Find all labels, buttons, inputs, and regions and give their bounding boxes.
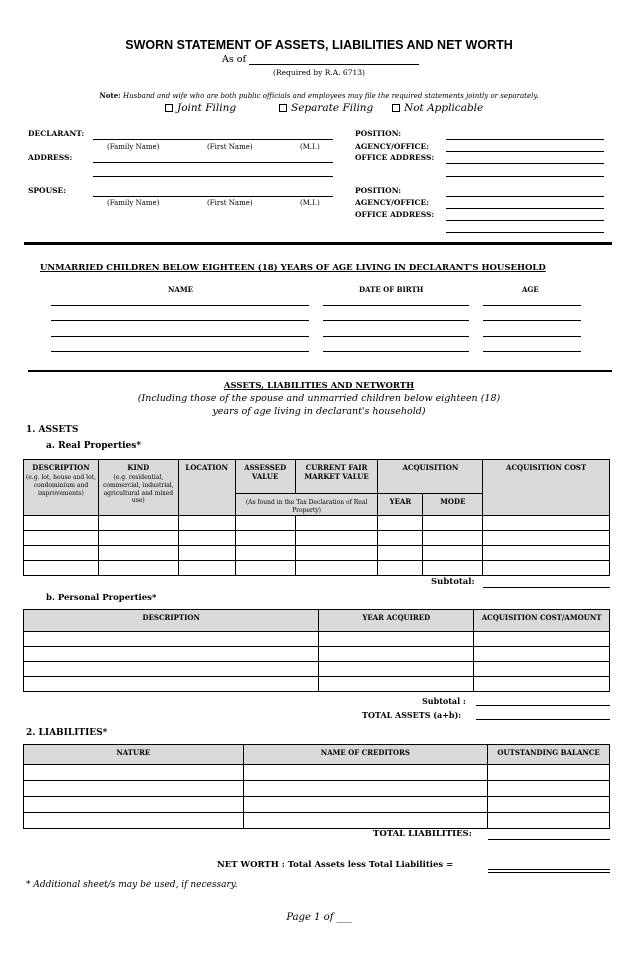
table-cell[interactable] — [295, 515, 378, 530]
table-cell[interactable] — [474, 662, 610, 677]
checkbox-icon[interactable] — [165, 104, 173, 112]
table-cell[interactable] — [243, 797, 488, 813]
table-cell[interactable] — [319, 677, 474, 692]
address-field[interactable] — [93, 162, 333, 163]
checkbox-icon[interactable] — [392, 104, 400, 112]
spouse-agency-label: AGENCY/OFFICE: — [355, 198, 430, 207]
children-heading: UNMARRIED CHILDREN BELOW EIGHTEEN (18) YEARS OF AGE LIVING IN DECLARANT'S HOUSEHOLD — [40, 263, 546, 273]
table-row — [24, 662, 610, 677]
table-cell[interactable] — [319, 632, 474, 647]
table-cell[interactable] — [24, 813, 244, 829]
personal-subtotal-label: Subtotal : — [422, 696, 466, 706]
table-row — [24, 515, 610, 530]
table-cell[interactable] — [295, 560, 378, 575]
child-name-field[interactable] — [51, 305, 309, 306]
table-cell[interactable] — [474, 677, 610, 692]
outstanding-balance-header: OUTSTANDING BALANCE — [488, 745, 610, 765]
spouse-agency-field[interactable] — [446, 208, 604, 209]
real-properties-table — [23, 459, 610, 576]
spouse-office-address-field[interactable] — [446, 220, 604, 221]
declarant-name-field[interactable] — [93, 139, 333, 140]
child-dob-field[interactable] — [323, 336, 469, 337]
spouse-name-field[interactable] — [93, 196, 333, 197]
table-row — [24, 797, 610, 813]
family-name-caption: (Family Name) — [107, 199, 160, 207]
child-dob-field[interactable] — [323, 320, 469, 321]
child-dob-header: DATE OF BIRTH — [359, 285, 424, 294]
checkbox-icon[interactable] — [279, 104, 287, 112]
aln-heading: ASSETS, LIABILITIES AND NETWORTH — [223, 381, 415, 391]
declarant-label: DECLARANT: — [28, 129, 85, 138]
page-number: Page 1 of ___ — [286, 912, 352, 923]
aln-subheading-2: years of age living in declarant's household) — [212, 406, 426, 417]
table-cell[interactable] — [474, 647, 610, 662]
joint-filing-option[interactable]: Joint Filing — [165, 102, 236, 114]
not-applicable-option[interactable]: Not Applicable — [392, 102, 483, 114]
table-cell[interactable] — [423, 530, 483, 545]
location-header: LOCATION — [178, 460, 235, 516]
total-liabilities-field[interactable] — [488, 839, 610, 840]
child-age-header: AGE — [522, 285, 539, 294]
fair-market-value-header: CURRENT FAIR MARKET VALUE — [295, 460, 378, 494]
table-row — [24, 545, 610, 560]
table-cell[interactable] — [423, 560, 483, 575]
table-cell[interactable] — [24, 545, 99, 560]
table-cell[interactable] — [488, 797, 610, 813]
table-cell[interactable] — [235, 530, 295, 545]
required-by-note: (Required by R.A. 6713) — [273, 68, 365, 77]
form-title: SWORN STATEMENT OF ASSETS, LIABILITIES AND NET WORTH — [125, 38, 513, 52]
table-cell[interactable] — [98, 530, 178, 545]
year-acquired-header: YEAR ACQUIRED — [319, 610, 474, 632]
description-header: DESCRIPTION (e.g. lot, house and lot, condominium and improvements) — [24, 460, 99, 516]
table-cell[interactable] — [24, 515, 99, 530]
section-divider — [24, 242, 612, 245]
additional-sheets-note: * Additional sheet/s may be used, if necessary. — [26, 880, 238, 890]
personal-subtotal-field[interactable] — [476, 705, 610, 706]
table-row — [24, 813, 610, 829]
table-cell[interactable] — [243, 765, 488, 781]
as-of-label: As of — [222, 54, 246, 65]
table-cell[interactable] — [24, 662, 319, 677]
personal-properties-table — [23, 609, 610, 692]
child-dob-field[interactable] — [323, 305, 469, 306]
table-cell[interactable] — [98, 560, 178, 575]
real-properties-label: a. Real Properties* — [46, 441, 142, 451]
table-row — [24, 632, 610, 647]
first-name-caption: (First Name) — [207, 199, 253, 207]
table-cell[interactable] — [24, 781, 244, 797]
agency-field[interactable] — [446, 151, 604, 152]
child-age-field[interactable] — [483, 305, 581, 306]
real-subtotal-field[interactable] — [483, 587, 610, 588]
office-address-field[interactable] — [446, 163, 604, 164]
mode-header: MODE — [423, 494, 483, 516]
table-cell[interactable] — [319, 662, 474, 677]
assets-heading: 1. ASSETS — [26, 425, 79, 435]
child-age-field[interactable] — [483, 351, 581, 352]
filing-note: Note: Husband and wife who are both public officials and employees may file the required statements jointly or separately. — [99, 91, 539, 100]
table-cell[interactable] — [295, 545, 378, 560]
personal-properties-label: b. Personal Properties* — [46, 593, 157, 603]
agency-label: AGENCY/OFFICE: — [355, 142, 430, 151]
table-cell[interactable] — [483, 545, 610, 560]
table-row — [24, 677, 610, 692]
child-name-field[interactable] — [51, 320, 309, 321]
table-cell[interactable] — [24, 560, 99, 575]
child-name-field[interactable] — [51, 336, 309, 337]
address-field-line-2[interactable] — [93, 176, 333, 177]
office-address-label: OFFICE ADDRESS: — [355, 153, 435, 162]
position-label: POSITION: — [355, 129, 402, 138]
table-cell[interactable] — [24, 530, 99, 545]
table-cell[interactable] — [178, 530, 235, 545]
acquisition-cost-header: ACQUISITION COST — [483, 460, 610, 516]
table-cell[interactable] — [378, 545, 423, 560]
table-cell[interactable] — [98, 515, 178, 530]
mi-caption: (M.I.) — [300, 143, 320, 151]
table-cell[interactable] — [235, 515, 295, 530]
table-row — [24, 560, 610, 575]
year-header: YEAR — [378, 494, 423, 516]
tax-declaration-note: (As found in the Tax Declaration of Real Property) — [235, 494, 378, 516]
section-divider — [28, 370, 612, 372]
child-name-header: NAME — [168, 285, 193, 294]
total-liabilities-label: TOTAL LIABILITIES: — [373, 829, 472, 839]
table-cell[interactable] — [98, 545, 178, 560]
position-field[interactable] — [446, 139, 604, 140]
table-row — [24, 647, 610, 662]
table-cell[interactable] — [378, 560, 423, 575]
child-dob-field[interactable] — [323, 351, 469, 352]
table-cell[interactable] — [378, 515, 423, 530]
table-cell[interactable] — [24, 765, 244, 781]
table-row — [24, 765, 610, 781]
table-cell[interactable] — [24, 632, 319, 647]
assessed-value-header: ASSESSED VALUE — [235, 460, 295, 494]
office-address-field-line-2[interactable] — [446, 176, 604, 177]
table-cell[interactable] — [24, 647, 319, 662]
child-age-field[interactable] — [483, 320, 581, 321]
address-label: ADDRESS: — [28, 153, 73, 162]
personal-description-header: DESCRIPTION — [24, 610, 319, 632]
separate-filing-option[interactable]: Separate Filing — [279, 102, 373, 114]
net-worth-label: NET WORTH : Total Assets less Total Liabilities = — [217, 860, 454, 870]
table-cell[interactable] — [24, 677, 319, 692]
table-row — [24, 530, 610, 545]
child-age-field[interactable] — [483, 336, 581, 337]
nature-header: NATURE — [24, 745, 244, 765]
table-cell[interactable] — [178, 560, 235, 575]
table-cell[interactable] — [243, 813, 488, 829]
table-cell[interactable] — [488, 765, 610, 781]
table-cell[interactable] — [24, 797, 244, 813]
table-row — [24, 781, 610, 797]
table-cell[interactable] — [488, 813, 610, 829]
first-name-caption: (First Name) — [207, 143, 253, 151]
spouse-office-address-field-line-2[interactable] — [446, 232, 604, 233]
table-cell[interactable] — [243, 781, 488, 797]
acquisition-cost-amount-header: ACQUISITION COST/AMOUNT — [474, 610, 610, 632]
real-subtotal-label: Subtotal: — [431, 577, 475, 587]
kind-header: KIND (e.g. residential, commercial, industrial, agricultural and mixed use) — [98, 460, 178, 516]
table-cell[interactable] — [378, 530, 423, 545]
table-cell[interactable] — [235, 560, 295, 575]
mi-caption: (M.I.) — [300, 199, 320, 207]
table-cell[interactable] — [483, 560, 610, 575]
table-cell[interactable] — [178, 545, 235, 560]
table-cell[interactable] — [483, 530, 610, 545]
creditors-header: NAME OF CREDITORS — [243, 745, 488, 765]
liabilities-heading: 2. LIABILITIES* — [26, 728, 108, 738]
net-worth-field[interactable] — [488, 869, 610, 873]
table-cell[interactable] — [474, 632, 610, 647]
total-assets-label: TOTAL ASSETS (a+b): — [362, 710, 462, 720]
spouse-position-label: POSITION: — [355, 186, 402, 195]
spouse-position-field[interactable] — [446, 196, 604, 197]
spouse-label: SPOUSE: — [28, 186, 67, 195]
table-cell[interactable] — [423, 515, 483, 530]
aln-subheading: (Including those of the spouse and unmarried children below eighteen (18) — [137, 393, 501, 404]
table-cell[interactable] — [319, 647, 474, 662]
table-cell[interactable] — [235, 545, 295, 560]
child-name-field[interactable] — [51, 351, 309, 352]
table-cell[interactable] — [178, 515, 235, 530]
table-cell[interactable] — [423, 545, 483, 560]
table-cell[interactable] — [295, 530, 378, 545]
spouse-office-address-label: OFFICE ADDRESS: — [355, 210, 435, 219]
table-cell[interactable] — [488, 781, 610, 797]
total-assets-field[interactable] — [476, 719, 610, 720]
family-name-caption: (Family Name) — [107, 143, 160, 151]
acquisition-header: ACQUISITION — [378, 460, 483, 494]
liabilities-table — [23, 744, 610, 829]
table-cell[interactable] — [483, 515, 610, 530]
as-of-date-field[interactable] — [249, 64, 419, 65]
